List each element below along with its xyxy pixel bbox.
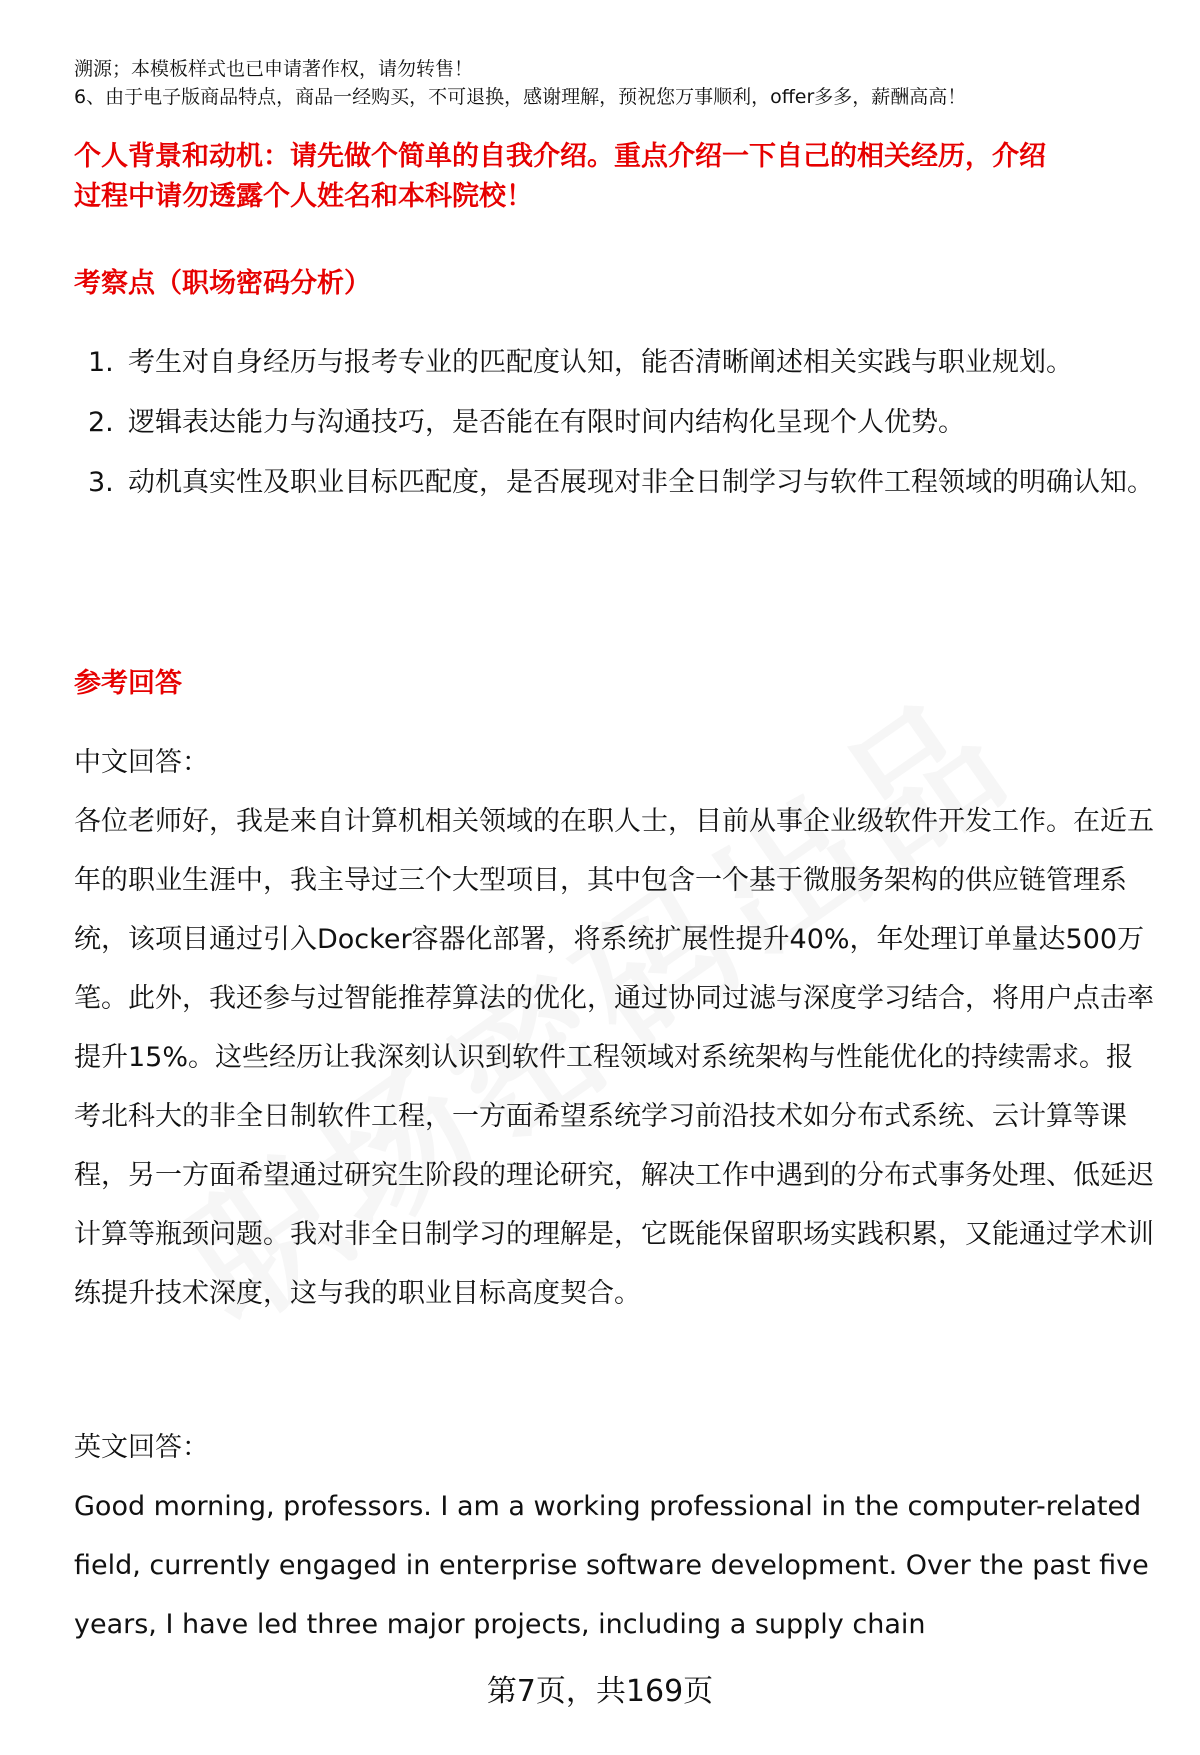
chinese-answer-text: 各位老师好，我是来自计算机相关领域的在职人士，目前从事企业级软件开发工作。在近五年的职业生涯中，我主导过三个大型项目，其中包含一个基于微服务架构的供应链管理系统，该项目通过引入Docker容器化部署，将系统扩展性提升40%，年处理订单量达500万笔。此外，我还参与过智能推荐算法的优化，通过协同过滤与深度学习结合，将用户点击率提升15%。这些经历让我深刻认识到软件工程领域对系统架构与性能优化的持续需求。报考北科大的非全日制软件工程，一方面希望系统学习前沿技术如分布式系统、云计算等课程，另一方面希望通过研究生阶段的理论研究，解决工作中遇到的分布式事务处理、低延迟计算等瓶颈问题。我对非全日制学习的理解是，它既能保留职场实践积累，又能通过学术训练提升技术深度，这与我的职业目标高度契合。 <box>74 806 1154 1309</box>
section-heading-kaochadian: 考察点（职场密码分析） <box>74 268 371 299</box>
list-item <box>74 333 1154 393</box>
list-number: 1. <box>88 347 114 378</box>
chinese-answer-label: 中文回答： <box>74 747 209 778</box>
page-number: 第7页，共169页 <box>486 1674 714 1709</box>
english-answer <box>74 1418 1154 1654</box>
notice-line-2: 6、由于电子版商品特点，商品一经购买，不可退换，感谢理解，预祝您万事顺利，offer多多，薪酬高高！ <box>74 86 967 108</box>
list-number: 3. <box>88 467 114 498</box>
list-text: 考生对自身经历与报考专业的匹配度认知，能否清晰阐述相关实践与职业规划。 <box>128 347 1073 378</box>
question-line-2: 过程中请勿透露个人姓名和本科院校！ <box>74 181 533 212</box>
english-answer-text: Good morning, professors. I am a working professional in the computer-related field, currently engaged in enterprise software development. Over the past five years, I have led three major projects, including a supply chain <box>74 1491 1149 1640</box>
chinese-answer <box>74 733 1154 1323</box>
list-item <box>74 453 1154 513</box>
question-heading <box>74 137 1154 217</box>
section-heading-reference: 参考回答 <box>74 668 182 699</box>
english-answer-label: 英文回答： <box>74 1432 209 1463</box>
question-line-1: 个人背景和动机：请先做个简单的自我介绍。重点介绍一下自己的相关经历，介绍 <box>74 141 1046 172</box>
list-text: 动机真实性及职业目标匹配度，是否展现对非全日制学习与软件工程领域的明确认知。 <box>128 467 1154 498</box>
list-item <box>74 393 1154 453</box>
list-text: 逻辑表达能力与沟通技巧，是否能在有限时间内结构化呈现个人优势。 <box>128 407 965 438</box>
list-number: 2. <box>88 407 114 438</box>
notice-line-1: 溯源；本模板样式也已申请著作权，请勿转售！ <box>74 58 474 80</box>
points-list <box>74 333 1154 513</box>
